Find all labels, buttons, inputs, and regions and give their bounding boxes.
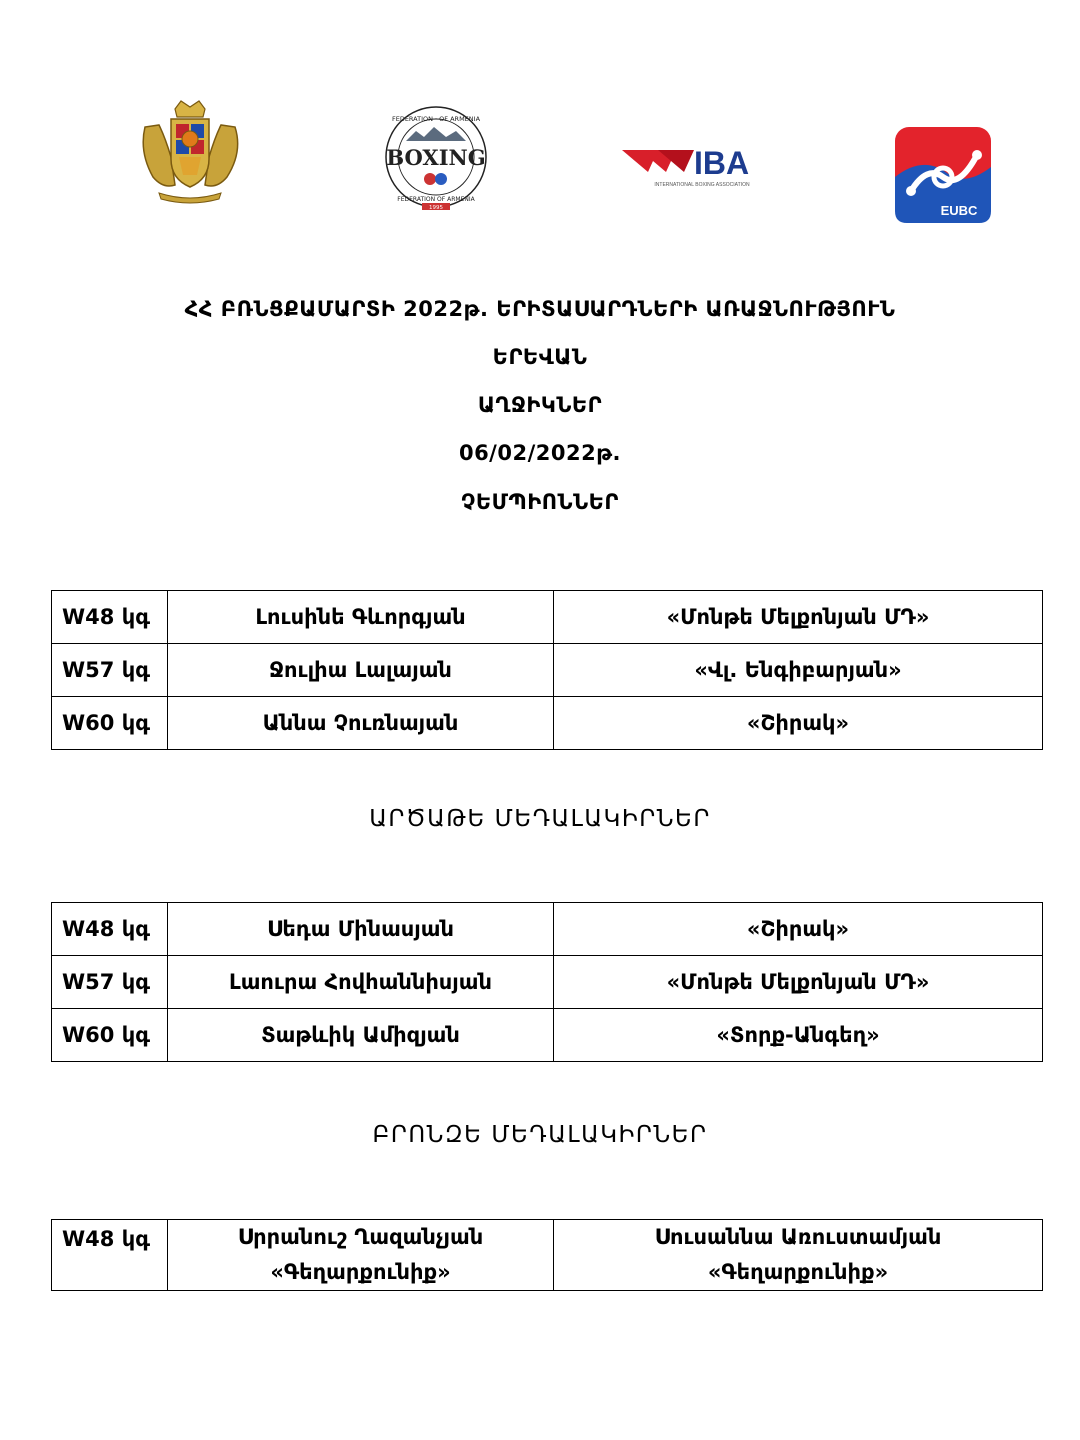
logo-row — [0, 95, 1080, 235]
club-name: «Մոնթե Մելքոնյան ՄԴ» — [554, 956, 1043, 1009]
weight-category: W48 կգ — [52, 591, 168, 644]
svg-text:IBA: IBA — [694, 145, 750, 181]
athlete-name: Աննա Չուռնայան — [168, 697, 554, 750]
athlete-name: Լաուրա Հովհաննիսյան — [168, 956, 554, 1009]
bronze-athlete-cell — [168, 1220, 554, 1291]
table-row — [52, 591, 1043, 644]
club-name: «Մոնթե Մելքոնյան ՄԴ» — [554, 591, 1043, 644]
table-row — [52, 1009, 1043, 1062]
club-name: «Տորք-Անգեղ» — [554, 1009, 1043, 1062]
date-title: 06/02/2022թ. — [458, 441, 622, 465]
athlete-name: Լուսինե Գևորգյան — [168, 591, 554, 644]
weight-category: W60 կգ — [52, 697, 168, 750]
athlete-name: Սուսաննա Առուստամյան — [654, 1225, 942, 1249]
silver-table — [51, 902, 1043, 1062]
weight-category: W48 կգ — [52, 903, 168, 956]
weight-category: W57 կգ — [52, 644, 168, 697]
club-name: «Վլ. Ենգիբարյան» — [554, 644, 1043, 697]
svg-text:1995: 1995 — [429, 205, 443, 210]
group-title: ԱՂՋԻԿՆԵՐ — [477, 393, 603, 417]
boxing-federation-logo — [372, 105, 500, 210]
svg-text:BOXING: BOXING — [386, 145, 486, 170]
weight-category: W57 կգ — [52, 956, 168, 1009]
club-name: «Գեղարքունիք» — [270, 1260, 451, 1284]
table-row — [52, 956, 1043, 1009]
table-row — [52, 697, 1043, 750]
weight-category: W48 կգ — [52, 1220, 168, 1291]
club-name: «Շիրակ» — [554, 903, 1043, 956]
bronze-title: ԲՐՈՆԶԵ ՄԵԴԱԼԱԿԻՐՆԵՐ — [372, 1122, 708, 1148]
table-row — [52, 1220, 1043, 1291]
champions-table — [51, 590, 1043, 750]
weight-category: W60 կգ — [52, 1009, 168, 1062]
athlete-name: Ջուլիա Լալայան — [168, 644, 554, 697]
city-title: ԵՐԵՎԱՆ — [492, 345, 588, 369]
club-name: «Շիրակ» — [554, 697, 1043, 750]
armenia-coat-of-arms-icon — [135, 97, 245, 207]
iba-logo — [618, 140, 786, 190]
champions-title: ՉԵՄՊԻՈՆՆԵՐ — [461, 490, 619, 514]
eubc-logo — [893, 125, 993, 225]
svg-text:FEDERATION OF ARMENIA: FEDERATION OF ARMENIA — [397, 196, 475, 203]
athlete-name: Սրրանուշ Ղազանչյան — [237, 1225, 484, 1249]
svg-text:FEDERATION · OF ARMENIA: FEDERATION · OF ARMENIA — [391, 115, 481, 123]
competition-title: ՀՀ ԲՌՆՑՔԱՄԱՐՏԻ 2022թ. ԵՐԻՏԱՍԱՐԴՆԵՐԻ ԱՌԱՋՆՈՒԹՅՈՒՆ — [184, 297, 896, 321]
club-name: «Գեղարքունիք» — [707, 1260, 889, 1284]
bronze-table — [51, 1219, 1043, 1291]
bronze-athlete-cell — [554, 1220, 1043, 1291]
silver-title: ԱՐԾԱԹԵ ՄԵԴԱԼԱԿԻՐՆԵՐ — [369, 806, 711, 832]
table-row — [52, 644, 1043, 697]
athlete-name: Տաթևիկ Ամիզյան — [168, 1009, 554, 1062]
svg-text:INTERNATIONAL BOXING ASSOCIATI: INTERNATIONAL BOXING ASSOCIATION — [654, 182, 750, 188]
svg-text:EUBC: EUBC — [940, 203, 978, 218]
table-row — [52, 903, 1043, 956]
athlete-name: Սեդա Մինասյան — [168, 903, 554, 956]
